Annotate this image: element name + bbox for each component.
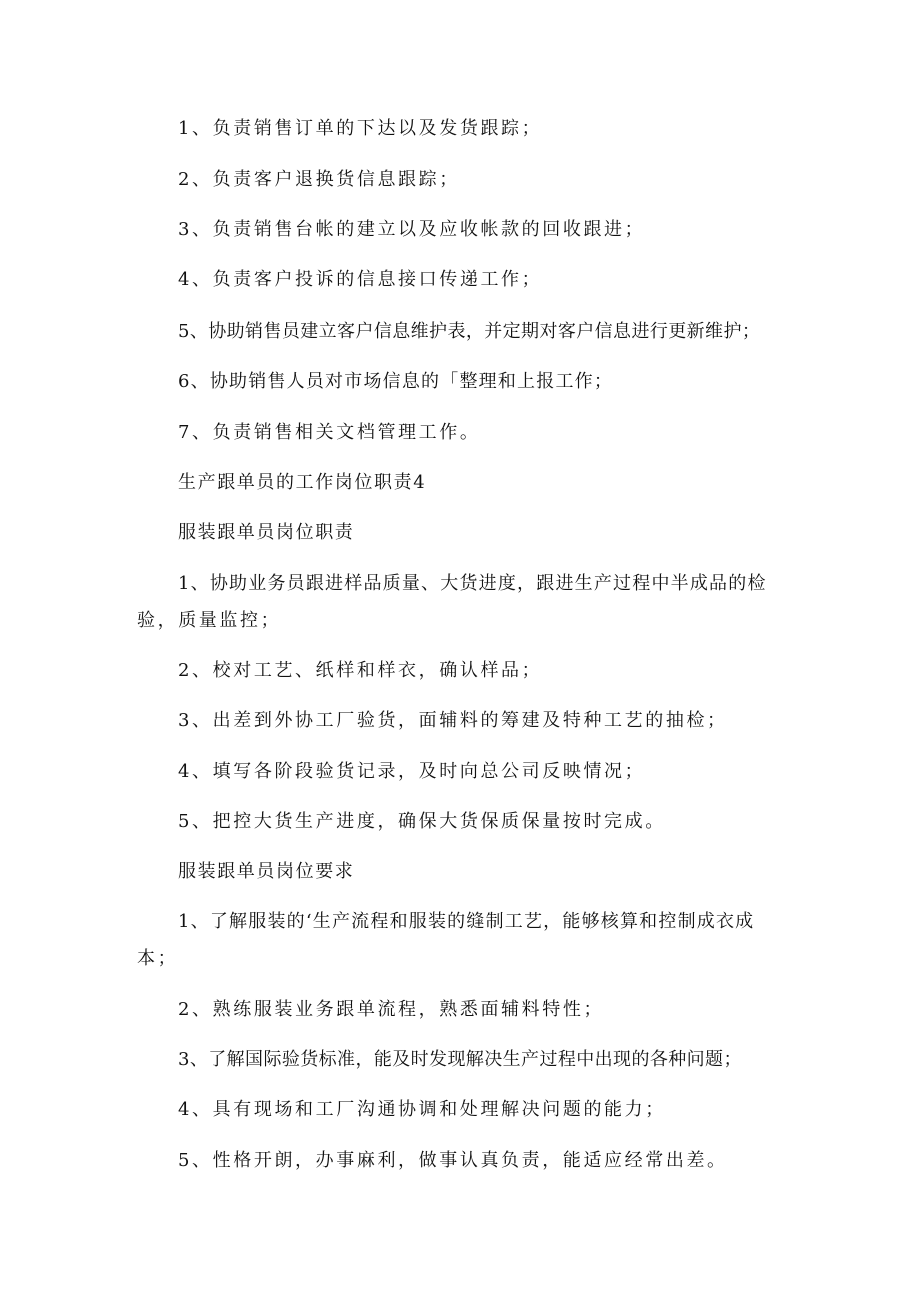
duty-item-6: 6、协助销售人员对市场信息的「整理和上报工作； [178,371,614,392]
duty-item-1: 1、负责销售订单的下达以及发货跟踪； [178,118,543,139]
subsection-heading-requirements: 服装跟单员岗位要求 [178,861,355,882]
garment-duty-4: 4、填写各阶段验货记录，及时向总公司反映情况； [178,761,646,782]
subsection-heading-duties: 服装跟单员岗位职责 [178,522,355,543]
requirement-3: 3、了解国际验货标准，能及时发现解决生产过程中出现的各种问题； [178,1049,742,1070]
requirement-1-continued: 本； [137,948,179,969]
requirement-5: 5、性格开朗，办事麻利，做事认真负责，能适应经常出差。 [178,1150,728,1171]
garment-duty-1: 1、协助业务员跟进样品质量、大货进度，跟进生产过程中半成品的检 [178,573,767,594]
requirement-4: 4、具有现场和工厂沟通协调和处理解决问题的能力； [178,1099,666,1120]
duty-item-5: 5、协助销售员建立客户信息维护表，并定期对客户信息进行更新维护； [178,321,761,342]
duty-item-4: 4、负责客户投诉的信息接口传递工作； [178,269,543,290]
duty-item-7: 7、负责销售相关文档管理工作。 [178,422,481,443]
garment-duty-3: 3、出差到外协工厂验货，面辅料的筹建及特种工艺的抽检； [178,710,728,731]
requirement-1: 1、了解服装的‘生产流程和服装的缝制工艺，能够核算和控制成衣成 [178,911,755,932]
duty-item-2: 2、负责客户退换货信息跟踪； [178,169,460,190]
duty-item-3: 3、负责销售台帐的建立以及应收帐款的回收跟进； [178,219,646,240]
requirement-2: 2、熟练服装业务跟单流程，熟悉面辅料特性； [178,999,605,1020]
garment-duty-2: 2、校对工艺、纸样和样衣，确认样品； [178,660,543,681]
garment-duty-5: 5、把控大货生产进度，确保大货保质保量按时完成。 [178,811,666,832]
garment-duty-1-continued: 验，质量监控； [137,610,282,631]
section-title: 生产跟单员的工作岗位职责4 [178,472,427,493]
